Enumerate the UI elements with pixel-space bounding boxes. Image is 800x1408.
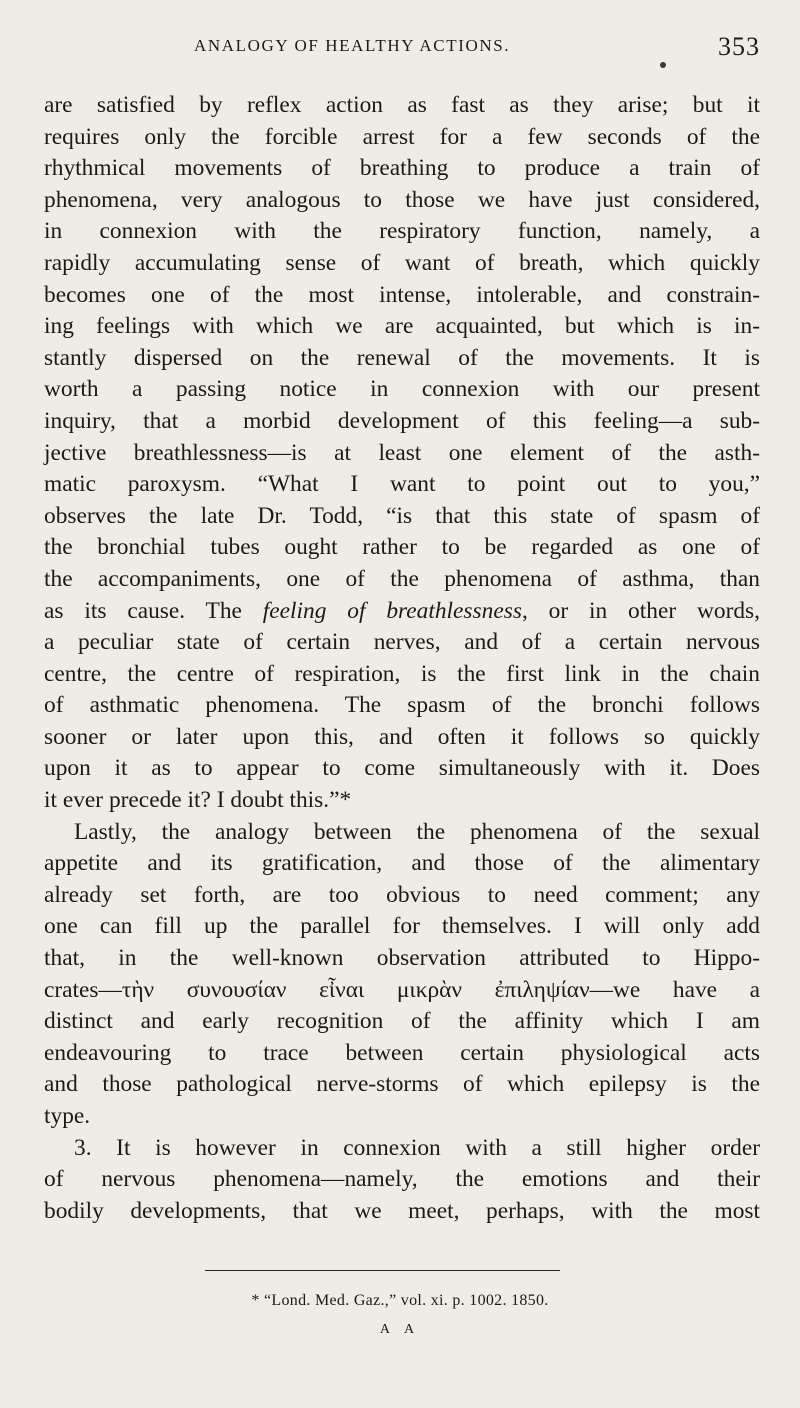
text-line: observes the late Dr. Todd, “is that this state of spasm of	[44, 502, 760, 529]
text-line: the accompaniments, one of the phenomena of asthma, than	[44, 565, 760, 592]
text-line: are satisfied by reflex action as fast as they arise; but it	[44, 92, 760, 118]
text-line: rapidly accumulating sense of want of breath, which quickly	[44, 249, 760, 276]
text-line: worth a passing notice in connexion with our present	[44, 376, 760, 403]
text-line: crates—τὴν συνουσίαν εἶναι μικρὰν ἐπιληψίαν—we have a	[44, 976, 760, 1003]
text-line: centre, the centre of respiration, is the first link in the chain	[44, 660, 760, 687]
text-line: one can fill up the parallel for themselves. I will only add	[44, 913, 760, 940]
text-line: in connexion with the respiratory function, namely, a	[44, 218, 760, 245]
text-line: distinct and early recognition of the affinity which I am	[44, 1008, 760, 1035]
text-segment: , or in other words,	[521, 597, 761, 624]
text-line: sooner or later upon this, and often it follows so quickly	[44, 723, 760, 750]
italic-phrase: feeling of breathlessness	[262, 597, 522, 624]
text-segment: as its cause. The	[44, 597, 263, 624]
running-head	[44, 32, 760, 66]
text-line: already set forth, are too obvious to need comment; any	[44, 881, 760, 908]
text-line: it ever precede it? I doubt this.”*	[44, 787, 352, 814]
text-line: requires only the forcible arrest for a few seconds of the	[44, 123, 760, 150]
text-line: upon it as to appear to come simultaneously with it. Does	[44, 755, 760, 782]
text-line: phenomena, very analogous to those we have just considered,	[44, 186, 760, 213]
signature-mark: A A	[379, 1322, 421, 1337]
footnote-rule	[205, 1270, 560, 1271]
footnote: * “Lond. Med. Gaz.,” vol. xi. p. 1002. 1850.	[251, 1292, 549, 1309]
text-line: the bronchial tubes ought rather to be regarded as one of	[44, 534, 760, 561]
text-line: rhythmical movements of breathing to produce a train of	[44, 155, 760, 182]
text-line: of nervous phenomena—namely, the emotions and their	[44, 1166, 760, 1193]
running-title: ANALOGY OF HEALTHY ACTIONS.	[194, 36, 511, 55]
body-text	[44, 90, 760, 1227]
text-line: inquiry, that a morbid development of this feeling—a sub-	[44, 407, 760, 434]
text-line: type.	[44, 1103, 91, 1129]
text-line: jective breathlessness—is at least one element of the asth-	[44, 439, 760, 466]
ink-speck	[660, 62, 666, 68]
text-line	[44, 596, 760, 628]
text-line: Lastly, the analogy between the phenomena of the sexual	[74, 818, 760, 845]
text-line: that, in the well-known observation attributed to Hippo-	[44, 945, 760, 972]
page-number: 353	[718, 32, 760, 61]
text-line: matic paroxysm. “What I want to point out to you,”	[44, 471, 760, 498]
text-line: bodily developments, that we meet, perhaps, with the most	[44, 1197, 760, 1224]
text-line: and those pathological nerve-storms of which epilepsy is the	[44, 1071, 760, 1098]
text-line: stantly dispersed on the renewal of the movements. It is	[44, 344, 760, 371]
text-line: of asthmatic phenomena. The spasm of the bronchi follows	[44, 692, 760, 719]
text-line: becomes one of the most intense, intolerable, and constrain-	[44, 281, 760, 308]
text-line: a peculiar state of certain nerves, and of a certain nervous	[44, 629, 760, 656]
text-line: ing feelings with which we are acquainted, but which is in-	[44, 313, 760, 340]
text-line: endeavouring to trace between certain physiological acts	[44, 1039, 760, 1066]
text-line: appetite and its gratification, and those of the alimentary	[44, 850, 760, 877]
text-line: 3. It is however in connexion with a still higher order	[74, 1134, 760, 1161]
